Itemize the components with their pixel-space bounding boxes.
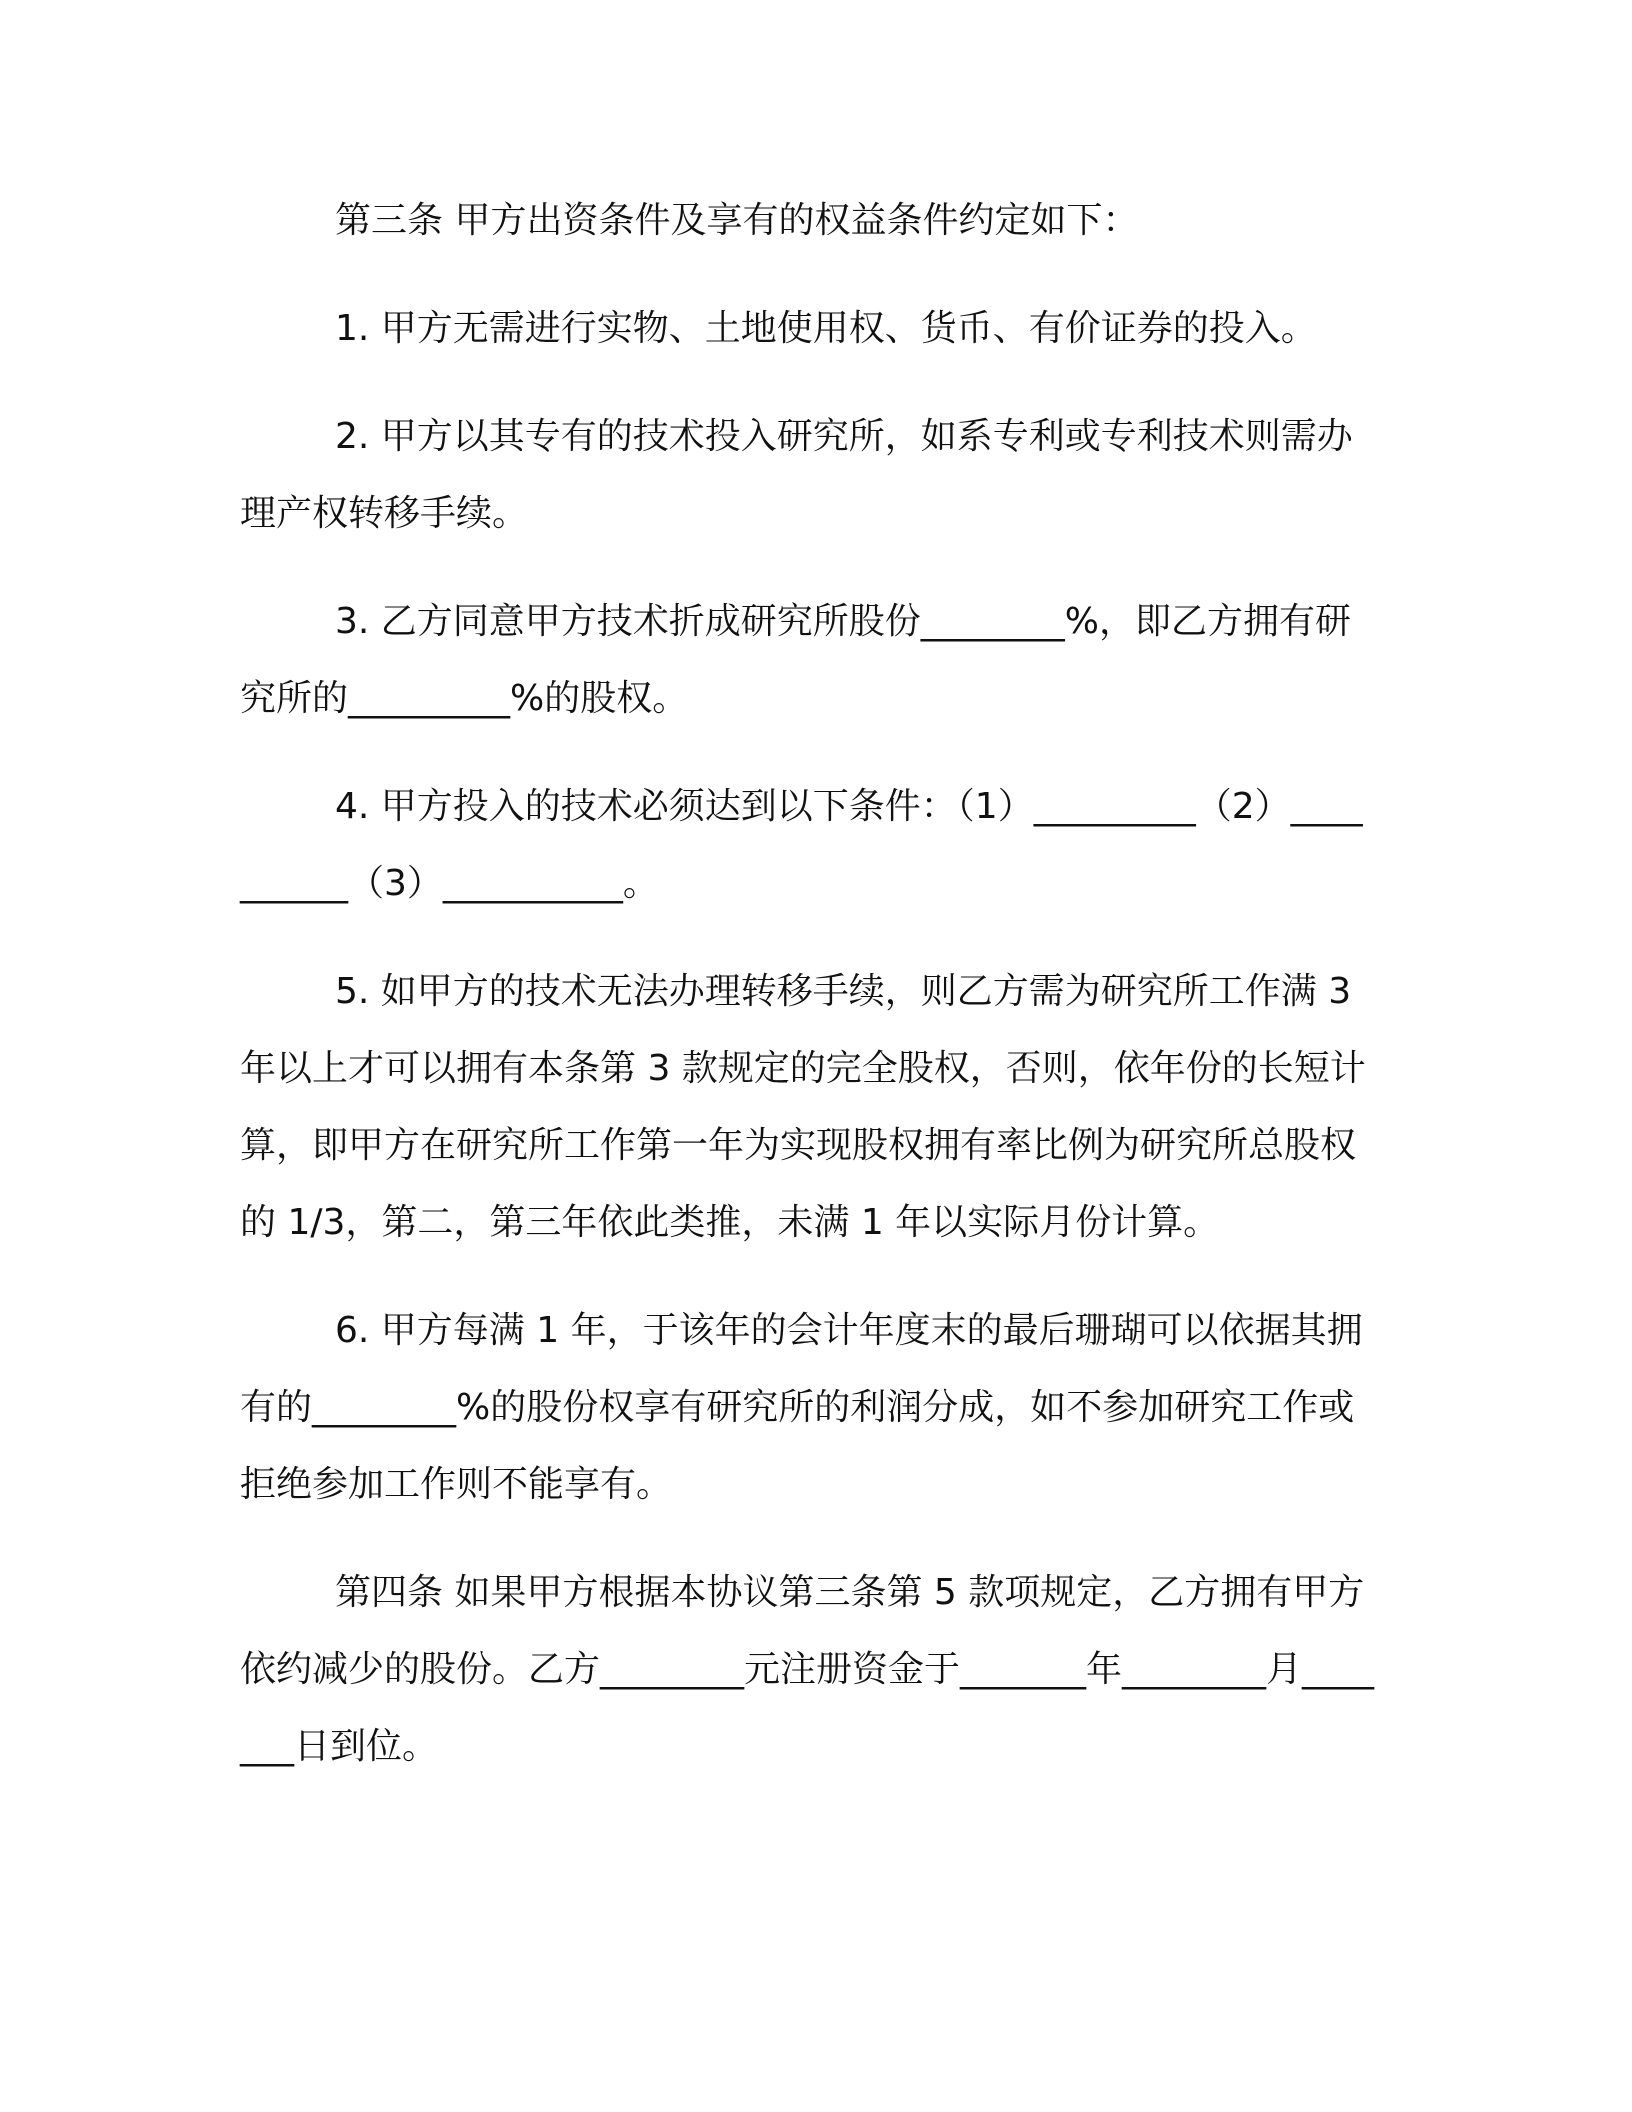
document-body	[240, 182, 1380, 1785]
article-3-clause-2: 2. 甲方以其专有的技术投入研究所，如系专利或专利技术则需办理产权转移手续。	[240, 416, 1353, 534]
article-3-clause-6: 6. 甲方每满 1 年，于该年的会计年度末的最后珊瑚可以依据其拥有的________%的股份权享有研究所的利润分成，如不参加研究工作或拒绝参加工作则不能享有。	[240, 1310, 1363, 1505]
article-4-paragraph: 第四条 如果甲方根据本协议第三条第 5 款项规定，乙方拥有甲方依约减少的股份。乙方________元注册资金于_______年________月_______日到位。	[240, 1572, 1375, 1767]
article-3-heading: 第三条 甲方出资条件及享有的权益条件约定如下：	[335, 200, 1139, 241]
article-3-clause-3: 3. 乙方同意甲方技术折成研究所股份________%，即乙方拥有研究所的_________%的股权。	[240, 601, 1351, 719]
article-3-clause-1: 1. 甲方无需进行实物、土地使用权、货币、有价证券的投入。	[335, 308, 1317, 349]
article-3-clause-5: 5. 如甲方的技术无法办理转移手续，则乙方需为研究所工作满 3 年以上才可以拥有本条第 3 款规定的完全股权，否则，依年份的长短计算，即甲方在研究所工作第一年为实现股权拥有率比例为研究所总股权的 1/3，第二，第三年依此类推，未满 1 年以实际月份计算。	[240, 971, 1366, 1243]
article-3-clause-4: 4. 甲方投入的技术必须达到以下条件：（1）_________（2）__________（3）__________。	[240, 786, 1363, 904]
